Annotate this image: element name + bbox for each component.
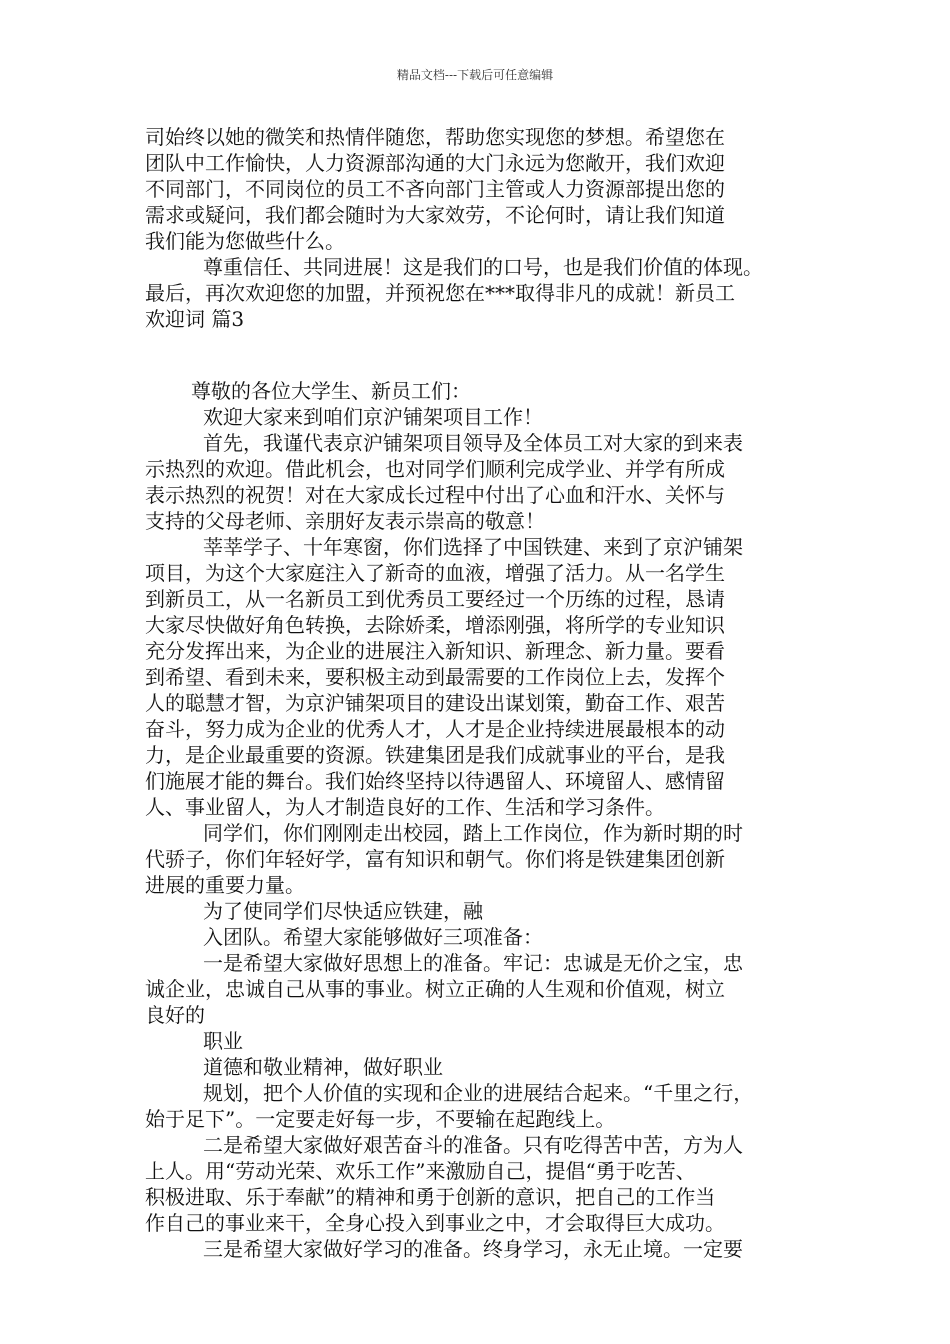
text-line: 需求或疑问，我们都会随时为大家效劳，不论何时，请让我们知道 — [145, 203, 725, 227]
paragraph-start: 规划，把个人价值的实现和企业的进展结合起来。“千里之行， — [203, 1081, 754, 1105]
document-body — [145, 124, 825, 1262]
paragraph-start: 三是希望大家做好学习的准备。终身学习，永无止境。一定要 — [203, 1237, 743, 1261]
text-line: 到希望、看到未来，要积极主动到最需要的工作岗位上去，发挥个 — [145, 665, 725, 689]
text-line: 良好的 — [145, 1003, 205, 1027]
paragraph-start: 欢迎大家来到咱们京沪铺架项目工作！ — [203, 405, 543, 429]
text-line: 大家尽快做好角色转换，去除娇柔，增添刚强，将所学的专业知识 — [145, 613, 725, 637]
text-line: 人的聪慧才智，为京沪铺架项目的建设出谋划策，勤奋工作、艰苦 — [145, 691, 725, 715]
paragraph-start: 尊重信任、共同进展！这是我们的口号，也是我们价值的体现。 — [203, 255, 763, 279]
text-line: 项目，为这个大家庭注入了新奇的血液，增强了活力。从一名学生 — [145, 561, 725, 585]
text-line: 进展的重要力量。 — [145, 873, 305, 897]
text-line: 团队中工作愉快，人力资源部沟通的大门永远为您敞开，我们欢迎 — [145, 151, 725, 175]
text-line: 人、事业留人，为人才制造良好的工作、生活和学习条件。 — [145, 795, 665, 819]
salutation: 尊敬的各位大学生、新员工们： — [191, 379, 471, 403]
paragraph-start: 入团队。希望大家能够做好三项准备： — [203, 925, 543, 949]
paragraph-start: 同学们，你们刚刚走出校园，踏上工作岗位，作为新时期的时 — [203, 821, 743, 845]
text-line: 们施展才能的舞台。我们始终坚持以待遇留人、环境留人、感情留 — [145, 769, 725, 793]
text-line: 最后，再次欢迎您的加盟，并预祝您在***取得非凡的成就！新员工 — [145, 281, 735, 305]
paragraph-start: 一是希望大家做好思想上的准备。牢记：忠诚是无价之宝，忠 — [203, 951, 743, 975]
text-line: 积极进取、乐于奉献”的精神和勇于创新的意识，把自己的工作当 — [145, 1185, 716, 1209]
paragraph-start: 莘莘学子、十年寒窗，你们选择了中国铁建、来到了京沪铺架 — [203, 535, 743, 559]
text-line: 到新员工，从一名新员工到优秀员工要经过一个历练的过程，恳请 — [145, 587, 725, 611]
text-line: 代骄子，你们年轻好学，富有知识和朝气。你们将是铁建集团创新 — [145, 847, 725, 871]
text-line: 支持的父母老师、亲朋好友表示崇高的敬意！ — [145, 509, 545, 533]
text-line: 始于足下”。一定要走好每一步，不要输在起跑线上。 — [145, 1107, 616, 1131]
paragraph-start: 首先，我谨代表京沪铺架项目领导及全体员工对大家的到来表 — [203, 431, 743, 455]
paragraph-start: 二是希望大家做好艰苦奋斗的准备。只有吃得苦中苦，方为人 — [203, 1133, 743, 1157]
text-line: 奋斗，努力成为企业的优秀人才，人才是企业持续进展最根本的动 — [145, 717, 725, 741]
text-line: 表示热烈的祝贺！对在大家成长过程中付出了心血和汗水、关怀与 — [145, 483, 725, 507]
paragraph-start: 为了使同学们尽快适应铁建，融 — [203, 899, 483, 923]
text-line: 我们能为您做些什么。 — [145, 229, 345, 253]
text-line: 上人。用“劳动光荣、欢乐工作”来激励自己，提倡“勇于吃苦、 — [145, 1159, 696, 1183]
text-line: 力，是企业最重要的资源。铁建集团是我们成就事业的平台，是我 — [145, 743, 725, 767]
text-line: 作自己的事业来干，全身心投入到事业之中，才会取得巨大成功。 — [145, 1211, 725, 1235]
paragraph-start: 职业 — [203, 1029, 243, 1053]
blank-gap — [145, 332, 825, 378]
section-heading-line: 欢迎词 篇3 — [145, 307, 245, 331]
text-line: 诚企业，忠诚自己从事的事业。树立正确的人生观和价值观，树立 — [145, 977, 725, 1001]
text-line: 司始终以她的微笑和热情伴随您，帮助您实现您的梦想。希望您在 — [145, 125, 725, 149]
paragraph-start: 道德和敬业精神，做好职业 — [203, 1055, 443, 1079]
text-line: 不同部门，不同岗位的员工不吝向部门主管或人力资源部提出您的 — [145, 177, 725, 201]
page-header: 精品文档---下载后可任意编辑 — [396, 68, 554, 82]
text-line: 充分发挥出来，为企业的进展注入新知识、新理念、新力量。要看 — [145, 639, 725, 663]
text-line: 示热烈的欢迎。借此机会，也对同学们顺利完成学业、并学有所成 — [145, 457, 725, 481]
